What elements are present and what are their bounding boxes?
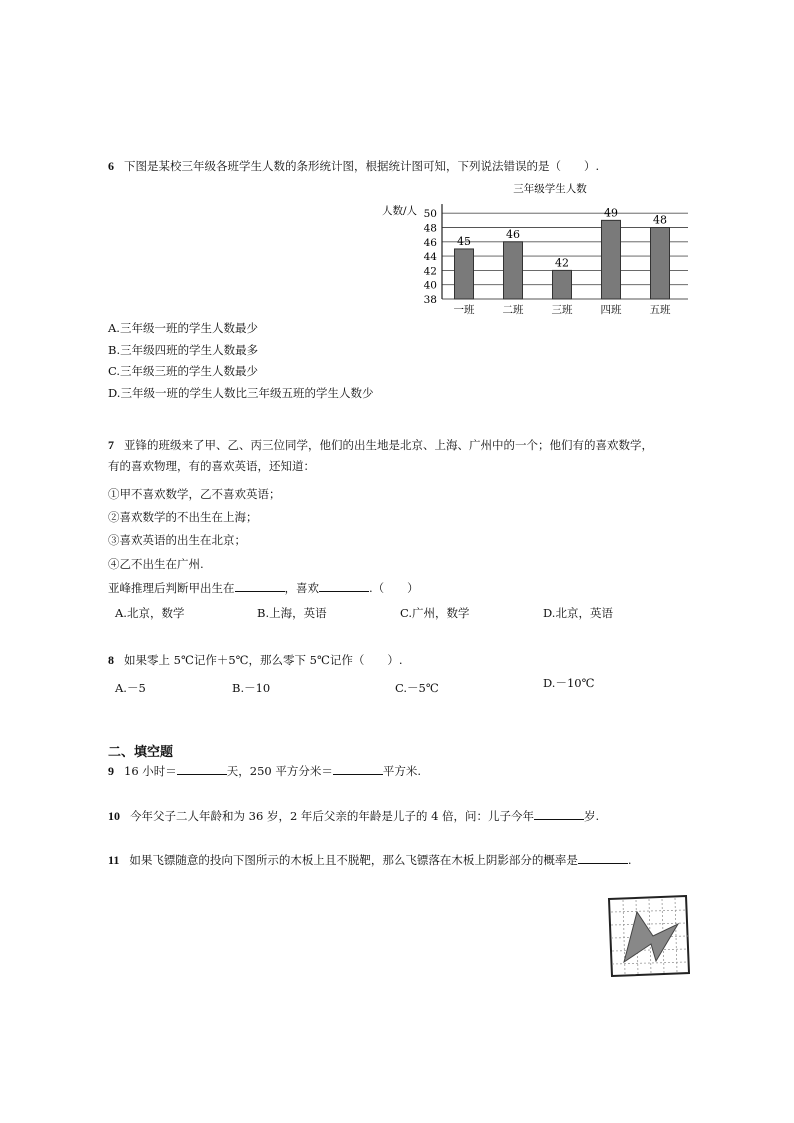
bar	[651, 228, 670, 300]
question-11	[108, 852, 632, 868]
question-stem-line1: 亚锋的班级来了甲、乙、丙三位同学，他们的出生地是北京、上海、广州中的一个；他们有的喜欢数学，	[124, 438, 653, 452]
q7-question-part-c: .（ ）	[369, 581, 419, 595]
y-tick-label: 48	[423, 222, 437, 235]
bar-value-label: 46	[506, 227, 520, 241]
y-tick-label: 38	[423, 294, 437, 306]
bar-chart	[374, 178, 694, 318]
q7-option-b[interactable]: B.上海，英语	[257, 606, 327, 620]
condition-2: ②喜欢数学的不出生在上海；	[108, 510, 258, 524]
chart-title: 三年级学生人数	[513, 183, 587, 195]
question-number: 7	[108, 438, 114, 452]
question-stem: 下图是某校三年级各班学生人数的条形统计图，根据统计图可知，下列说法错误的是（ ）.	[124, 159, 600, 173]
section-title: 二、填空题	[108, 745, 174, 760]
dartboard-figure	[606, 895, 690, 977]
condition-3: ③喜欢英语的出生在北京；	[108, 533, 246, 547]
question-10	[108, 808, 599, 824]
q7-question	[108, 580, 419, 596]
q9-part-a: 16 小时＝	[124, 764, 177, 778]
answer-blank[interactable]	[578, 852, 628, 864]
condition-4: ④乙不出生在广州.	[108, 557, 204, 571]
category-label: 一班	[453, 304, 475, 316]
category-label: 二班	[502, 304, 524, 316]
q9-part-b: 天，250 平方分米＝	[226, 764, 333, 778]
question-number: 9	[108, 764, 114, 778]
q8-option-a[interactable]: A.－5	[115, 681, 146, 695]
condition-1: ①甲不喜欢数学，乙不喜欢英语；	[108, 487, 281, 501]
q9-part-c: 平方米.	[382, 764, 422, 778]
q7-option-d[interactable]: D.北京，英语	[543, 606, 613, 620]
q10-part-a: 今年父子二人年龄和为 36 岁，2 年后父亲的年龄是儿子的 4 倍，问：儿子今年	[130, 809, 535, 823]
q8-option-c[interactable]: C.－5℃	[395, 681, 439, 695]
y-tick-label: 40	[423, 279, 437, 292]
q7-option-a[interactable]: A.北京，数学	[115, 606, 185, 620]
q6-option-a[interactable]: A.三年级一班的学生人数最少	[108, 321, 258, 335]
q11-part-b: .	[627, 853, 632, 867]
bar	[553, 270, 572, 299]
category-label: 四班	[600, 304, 622, 316]
q7-question-part-b: ，喜欢	[284, 581, 319, 595]
question-number: 6	[108, 159, 114, 173]
answer-blank[interactable]	[534, 808, 584, 820]
answer-blank[interactable]	[319, 580, 369, 592]
question-7	[108, 437, 653, 453]
bar-value-label: 42	[555, 256, 569, 270]
question-8	[108, 652, 403, 668]
question-9	[108, 763, 421, 779]
chart-ylabel: 人数/人	[382, 205, 418, 217]
category-label: 五班	[649, 304, 671, 316]
y-tick-label: 50	[423, 208, 437, 221]
y-tick-label: 44	[423, 251, 437, 264]
question-stem: 如果零上 5℃记作＋5℃，那么零下 5℃记作（ ）.	[124, 653, 403, 667]
bar-value-label: 45	[457, 234, 471, 248]
answer-blank[interactable]	[235, 580, 285, 592]
answer-blank[interactable]	[333, 763, 383, 775]
question-6	[108, 158, 599, 174]
q6-option-d[interactable]: D.三年级一班的学生人数比三年级五班的学生人数少	[108, 386, 374, 400]
question-stem-line2: 有的喜欢物理，有的喜欢英语，还知道：	[108, 459, 315, 473]
y-tick-label: 42	[423, 265, 437, 278]
bar	[602, 220, 621, 299]
bar-value-label: 48	[653, 213, 667, 227]
category-label: 三班	[551, 304, 573, 316]
bar-value-label: 49	[604, 206, 618, 220]
q8-option-b[interactable]: B.－10	[232, 681, 271, 695]
answer-blank[interactable]	[177, 763, 227, 775]
question-number: 11	[108, 853, 120, 867]
q6-option-c[interactable]: C.三年级三班的学生人数最少	[108, 364, 259, 378]
q11-part-a: 如果飞镖随意的投向下图所示的木板上且不脱靶，那么飞镖落在木板上阴影部分的概率是	[129, 853, 578, 867]
q7-option-c[interactable]: C.广州，数学	[400, 606, 470, 620]
question-number: 8	[108, 653, 114, 667]
q8-option-d[interactable]: D.－10℃	[543, 676, 595, 690]
question-number: 10	[108, 809, 120, 823]
bar	[504, 242, 523, 299]
q6-option-b[interactable]: B.三年级四班的学生人数最多	[108, 343, 259, 357]
bar	[455, 249, 474, 299]
y-tick-label: 46	[423, 236, 437, 249]
q10-part-b: 岁.	[584, 809, 600, 823]
q7-question-part-a: 亚峰推理后判断甲出生在	[108, 581, 235, 595]
